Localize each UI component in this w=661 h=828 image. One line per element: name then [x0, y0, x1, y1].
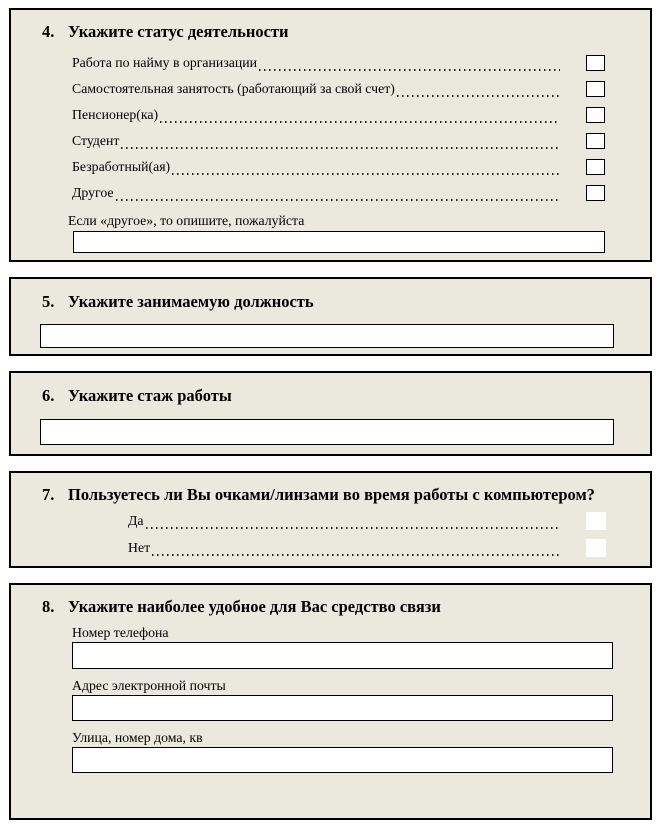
q4-employment-checkbox[interactable] — [586, 55, 605, 71]
question-6-header — [42, 386, 640, 406]
question-8-title: Укажите наиболее удобное для Вас средство связи — [68, 597, 441, 616]
q5-position-input[interactable] — [40, 324, 614, 348]
question-5-title: Укажите занимаемую должность — [68, 292, 314, 311]
question-4-title: Укажите статус деятельности — [68, 22, 289, 41]
q8-phone-field — [72, 625, 613, 669]
q7-option-row-no — [128, 534, 606, 561]
question-5-section — [9, 277, 652, 356]
q4-pensioner-checkbox[interactable] — [586, 107, 605, 123]
question-7-title: Пользуетесь ли Вы очками/линзами во время работы с компьютером? — [68, 485, 595, 504]
q7-option-row-yes — [128, 507, 606, 534]
q4-self-employment-checkbox[interactable] — [586, 81, 605, 97]
dotted-leader — [160, 121, 560, 123]
dotted-leader — [172, 173, 560, 175]
dotted-leader — [259, 69, 560, 71]
question-5-number: 5. — [42, 292, 55, 311]
q8-email-field — [72, 678, 613, 721]
q8-email-input[interactable] — [72, 695, 613, 721]
q7-no-label: Нет — [128, 539, 151, 555]
q7-yes-label: Да — [128, 512, 144, 528]
q4-option-label: Пенсионер(ка) — [72, 107, 159, 122]
question-8-number: 8. — [42, 597, 55, 616]
q8-address-input[interactable] — [72, 747, 613, 773]
q4-option-label: Безработный(ая) — [72, 159, 171, 174]
q8-phone-input[interactable] — [72, 642, 613, 669]
question-5-header — [42, 292, 640, 312]
dotted-leader — [152, 554, 560, 556]
question-4-section — [9, 8, 652, 262]
question-6-section — [9, 371, 652, 456]
q4-option-row-self-employment — [72, 76, 605, 102]
q4-option-label: Другое — [72, 185, 114, 200]
q6-experience-input[interactable] — [40, 419, 614, 445]
q4-other-checkbox[interactable] — [586, 185, 605, 201]
dotted-leader — [116, 199, 560, 201]
q8-phone-label: Номер телефона — [72, 625, 169, 640]
question-7-header — [42, 485, 640, 505]
q7-no-checkbox[interactable] — [586, 539, 606, 557]
q4-other-input[interactable] — [73, 231, 605, 253]
q4-option-label: Самостоятельная занятость (работающий за свой счет) — [72, 81, 395, 96]
q4-student-checkbox[interactable] — [586, 133, 605, 149]
q4-other-prompt: Если «другое», то опишите, пожалуйста — [68, 213, 305, 228]
question-8-header — [42, 597, 640, 617]
q4-option-row-unemployed — [72, 154, 605, 180]
q8-address-field — [72, 730, 613, 773]
question-4-number: 4. — [42, 22, 55, 41]
dotted-leader — [397, 95, 560, 97]
dotted-leader — [146, 527, 560, 529]
q8-email-label: Адрес электронной почты — [72, 678, 226, 693]
q4-option-label: Студент — [72, 133, 120, 148]
question-8-section — [9, 583, 652, 820]
q8-address-label: Улица, номер дома, кв — [72, 730, 203, 745]
q7-yes-checkbox[interactable] — [586, 512, 606, 530]
q4-option-row-employment — [72, 50, 605, 76]
q4-option-row-other — [72, 180, 605, 206]
question-4-header — [42, 22, 640, 42]
dotted-leader — [121, 147, 560, 149]
q4-unemployed-checkbox[interactable] — [586, 159, 605, 175]
question-7-section — [9, 471, 652, 568]
q4-option-row-pensioner — [72, 102, 605, 128]
question-6-title: Укажите стаж работы — [68, 386, 232, 405]
question-6-number: 6. — [42, 386, 55, 405]
question-7-number: 7. — [42, 485, 55, 504]
q4-option-label: Работа по найму в организации — [72, 55, 258, 70]
q4-option-row-student — [72, 128, 605, 154]
